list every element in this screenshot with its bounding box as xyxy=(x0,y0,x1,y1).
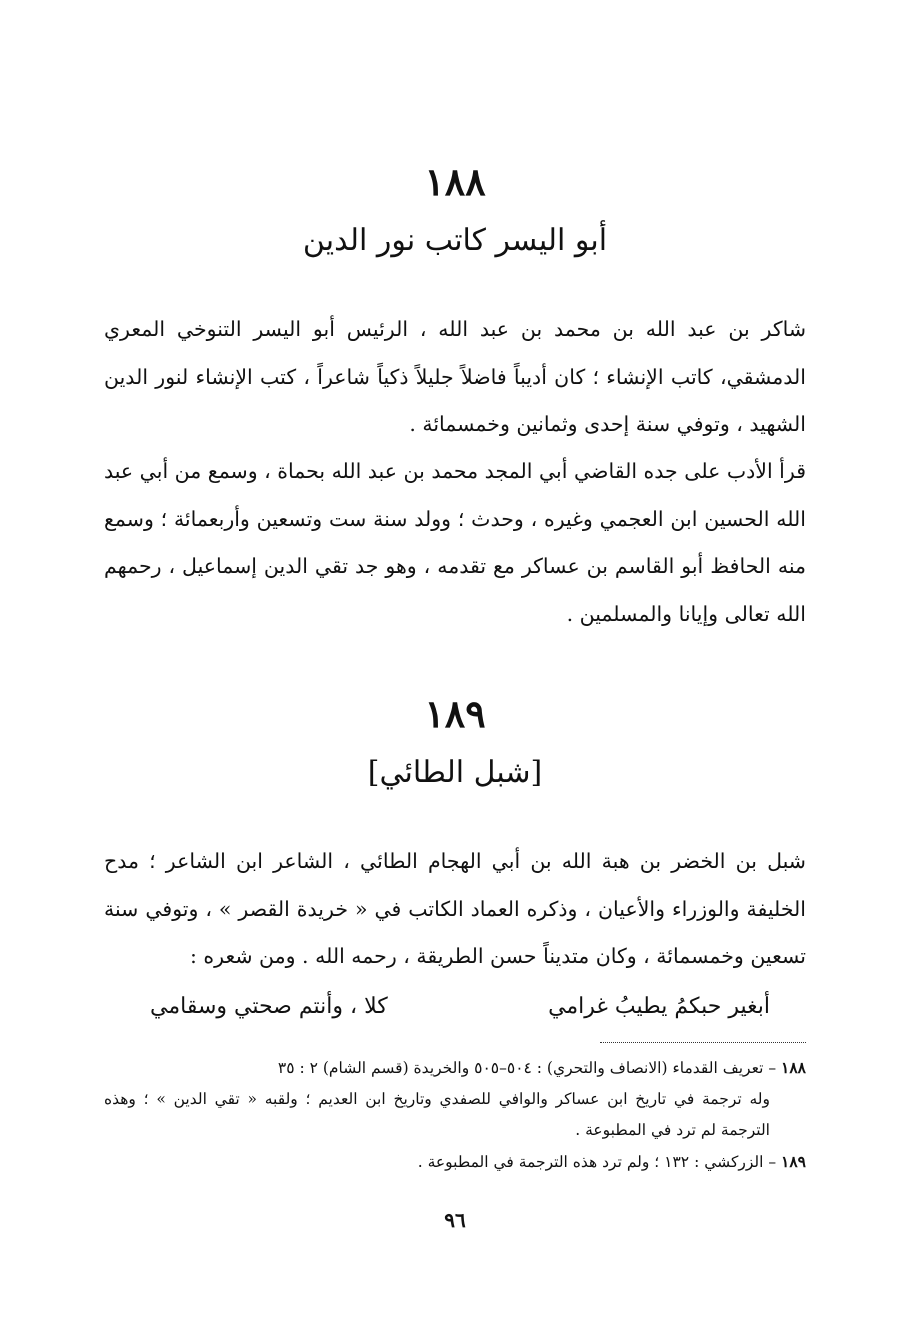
entry-188-paragraph-1: شاكر بن عبد الله بن محمد بن عبد الله ، الرئيس أبو اليسر التنوخي المعري الدمشقي، كاتب الإنشاء ؛ كان أديباً فاضلاً جليلاً ذكياً شاعراً ، كتب الإنشاء لنور الدين الشهيد ، وتوفي سنة إحدى وثمانين وخمسمائة . xyxy=(104,317,806,436)
entry-title-188: أبو اليسر كاتب نور الدين xyxy=(302,223,608,258)
footnote-divider xyxy=(600,1042,806,1043)
footnote-188-continuation: وله ترجمة في تاريخ ابن عساكر والوافي للصفدي وتاريخ ابن العديم ؛ ولقبه « تقي الدين » ؛ وهذه الترجمة لم ترد في المطبوعة . xyxy=(104,1090,770,1139)
verse-first-hemistich: أبغير حبكمُ يطيبُ غرامي xyxy=(548,994,770,1019)
footnote-text: – تعريف القدماء (الانصاف والتحري) : ٥٠٤–٥٠٥ والخريدة (قسم الشام) ٢ : ٣٥ xyxy=(277,1059,782,1077)
entry-number-189: ١٨٩ xyxy=(424,691,486,736)
footnote-number: ١٨٩ xyxy=(781,1152,806,1171)
entry-189-paragraph-1: شبل بن الخضر بن هبة الله بن أبي الهجام الطائي ، الشاعر ابن الشاعر ؛ مدح الخليفة والوزراء والأعيان ، وذكره العماد الكاتب في « خريدة القصر » ، وتوفي سنة تسعين وخمسمائة ، وكان متديناً حسن الطريقة ، رحمه الله . ومن شعره : xyxy=(104,849,806,968)
entry-title-189: [شبل الطائي] xyxy=(367,755,543,790)
footnote-text: – الزركشي : ١٣٢ ؛ ولم ترد هذه الترجمة في المطبوعة . xyxy=(417,1153,782,1171)
poem-verse xyxy=(150,984,770,1030)
footnote-number: ١٨٨ xyxy=(781,1058,806,1077)
entry-188-paragraph-2: قرأ الأدب على جده القاضي أبي المجد محمد بن عبد الله بحماة ، وسمع من أبي عبد الله الحسين ابن العجمي وغيره ، وحدث ؛ وولد سنة ست وتسعين وأربعمائة ؛ وسمع منه الحافظ أبو القاسم بن عساكر مع تقدمه ، وهو جد تقي الدين إسماعيل ، رحمهم الله تعالى وإيانا والمسلمين . xyxy=(103,459,806,626)
footnote-189 xyxy=(104,1146,806,1178)
entry-number-188: ١٨٨ xyxy=(424,159,486,204)
verse-second-hemistich: كلا ، وأنتم صحتي وسقامي xyxy=(150,994,388,1019)
page-number: ٩٦ xyxy=(444,1208,466,1232)
footnotes xyxy=(104,1052,806,1178)
footnote-188 xyxy=(104,1052,806,1084)
